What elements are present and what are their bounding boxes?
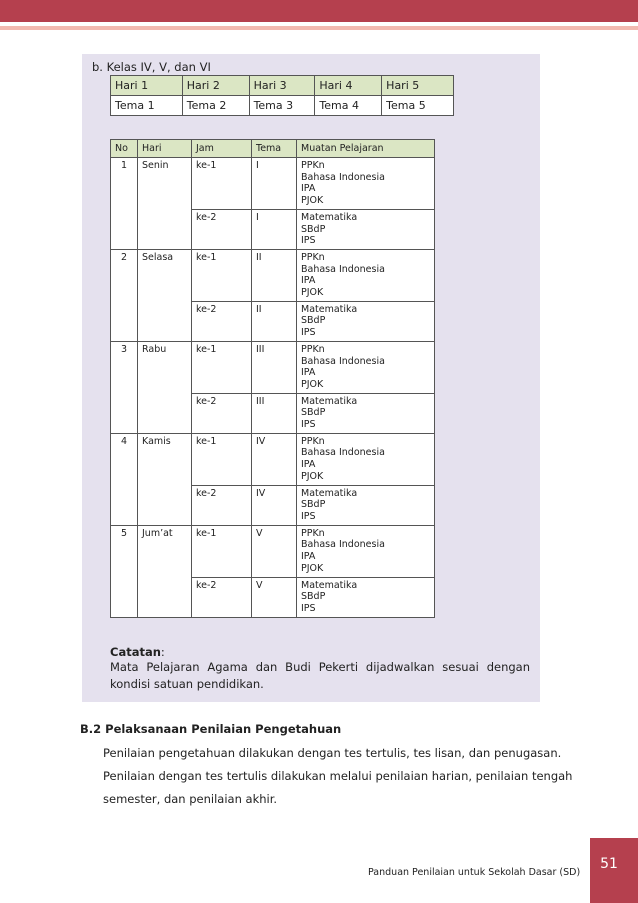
subject-item: PJOK xyxy=(301,195,324,207)
subheading: b. Kelas IV, V, dan VI xyxy=(92,60,211,74)
session-jam: ke-1 xyxy=(192,525,252,577)
day-cell: Hari 2 xyxy=(182,76,249,96)
subject-item: Matematika xyxy=(301,487,358,499)
col-header-jam: Jam xyxy=(192,140,252,158)
subject-item: Matematika xyxy=(301,579,358,591)
subject-item: PJOK xyxy=(301,378,324,390)
subject-item: IPA xyxy=(301,275,316,287)
day-name: Rabu xyxy=(138,341,192,433)
subject-item: Matematika xyxy=(301,395,358,407)
subject-item: IPS xyxy=(301,510,316,522)
session-tema: II xyxy=(252,249,297,301)
table-row xyxy=(111,158,435,210)
session-jam: ke-2 xyxy=(192,209,252,249)
subject-item: PPKn xyxy=(301,435,325,447)
subject-item: IPS xyxy=(301,327,316,339)
day-number: 5 xyxy=(111,525,138,617)
col-header-muatan: Muatan Pelajaran xyxy=(297,140,435,158)
session-subjects xyxy=(297,301,435,341)
session-subjects xyxy=(297,158,435,210)
subject-item: IPA xyxy=(301,367,316,379)
paragraph-line: semester, dan penilaian akhir. xyxy=(103,792,278,806)
paragraph-line: Penilaian dengan tes tertulis dilakukan melalui penilaian harian, penilaian tengah xyxy=(103,769,573,783)
subject-item: SBdP xyxy=(301,499,326,511)
subject-item: Bahasa Indonesia xyxy=(301,447,385,459)
subject-item: PJOK xyxy=(301,470,324,482)
session-subjects xyxy=(297,209,435,249)
day-cell: Hari 4 xyxy=(315,76,382,96)
table-row xyxy=(111,341,435,393)
col-header-tema: Tema xyxy=(252,140,297,158)
session-subjects xyxy=(297,577,435,617)
subject-item: IPA xyxy=(301,183,316,195)
note-title xyxy=(110,645,165,659)
session-jam: ke-2 xyxy=(192,577,252,617)
page-number: 51 xyxy=(600,856,618,872)
page-number-box xyxy=(590,838,638,903)
day-cell: Hari 3 xyxy=(249,76,315,96)
session-tema: I xyxy=(252,209,297,249)
theme-cell: Tema 1 xyxy=(111,96,183,116)
paragraph-line: Penilaian pengetahuan dilakukan dengan tes tertulis, tes lisan, dan penugasan. xyxy=(103,746,562,760)
session-tema: III xyxy=(252,341,297,393)
subject-item: Bahasa Indonesia xyxy=(301,263,385,275)
session-subjects xyxy=(297,249,435,301)
day-number: 2 xyxy=(111,249,138,341)
subject-item: PPKn xyxy=(301,343,325,355)
day-cell: Hari 5 xyxy=(382,76,454,96)
section-title: B.2 Pelaksanaan Penilaian Pengetahuan xyxy=(80,722,342,736)
subject-item: PJOK xyxy=(301,287,324,299)
table-row xyxy=(111,249,435,301)
days-themes-table xyxy=(110,75,454,116)
subject-item: PPKn xyxy=(301,160,325,171)
subject-item: IPS xyxy=(301,419,316,431)
top-banner xyxy=(0,0,638,22)
session-subjects xyxy=(297,393,435,433)
session-tema: I xyxy=(252,158,297,210)
col-header-no: No xyxy=(111,140,138,158)
session-tema: III xyxy=(252,393,297,433)
day-number: 4 xyxy=(111,433,138,525)
top-accent-line xyxy=(0,26,638,30)
subject-item: Bahasa Indonesia xyxy=(301,355,385,367)
subject-item: SBdP xyxy=(301,591,326,603)
subject-item: Bahasa Indonesia xyxy=(301,539,385,551)
footer-title: Panduan Penilaian untuk Sekolah Dasar (SD) xyxy=(368,867,581,878)
day-name: Jum’at xyxy=(138,525,192,617)
session-subjects xyxy=(297,433,435,485)
day-name: Kamis xyxy=(138,433,192,525)
session-tema: IV xyxy=(252,433,297,485)
session-jam: ke-1 xyxy=(192,341,252,393)
subject-item: Bahasa Indonesia xyxy=(301,171,385,183)
subject-item: PPKn xyxy=(301,527,325,539)
day-name: Selasa xyxy=(138,249,192,341)
theme-cell: Tema 5 xyxy=(382,96,454,116)
session-tema: V xyxy=(252,525,297,577)
day-number: 1 xyxy=(111,158,138,250)
session-jam: ke-2 xyxy=(192,485,252,525)
subject-item: SBdP xyxy=(301,407,326,419)
subject-item: PPKn xyxy=(301,251,325,263)
note-text: Mata Pelajaran Agama dan Budi Pekerti dijadwalkan sesuai dengan kondisi satuan pendidikan. xyxy=(110,660,530,691)
theme-cell: Tema 4 xyxy=(315,96,382,116)
note-title-text: Catatan xyxy=(110,645,161,659)
session-tema: IV xyxy=(252,485,297,525)
subject-item: SBdP xyxy=(301,223,326,235)
session-tema: V xyxy=(252,577,297,617)
table-row xyxy=(111,525,435,577)
schedule-table xyxy=(110,139,435,618)
session-jam: ke-1 xyxy=(192,249,252,301)
session-subjects xyxy=(297,341,435,393)
subject-item: IPA xyxy=(301,551,316,563)
subject-item: SBdP xyxy=(301,315,326,327)
day-name: Senin xyxy=(138,158,192,250)
subject-item: IPS xyxy=(301,235,316,247)
day-number: 3 xyxy=(111,341,138,433)
subject-item: PJOK xyxy=(301,562,324,574)
subject-item: Matematika xyxy=(301,211,358,223)
theme-cell: Tema 3 xyxy=(249,96,315,116)
theme-cell: Tema 2 xyxy=(182,96,249,116)
note-title-colon: : xyxy=(160,645,165,659)
session-jam: ke-2 xyxy=(192,301,252,341)
session-jam: ke-1 xyxy=(192,158,252,210)
session-jam: ke-2 xyxy=(192,393,252,433)
session-subjects xyxy=(297,485,435,525)
day-cell: Hari 1 xyxy=(111,76,183,96)
session-tema: II xyxy=(252,301,297,341)
subject-item: IPA xyxy=(301,459,316,471)
session-jam: ke-1 xyxy=(192,433,252,485)
col-header-hari: Hari xyxy=(138,140,192,158)
session-subjects xyxy=(297,525,435,577)
subject-item: Matematika xyxy=(301,303,358,315)
table-row xyxy=(111,433,435,485)
subject-item: IPS xyxy=(301,602,316,614)
